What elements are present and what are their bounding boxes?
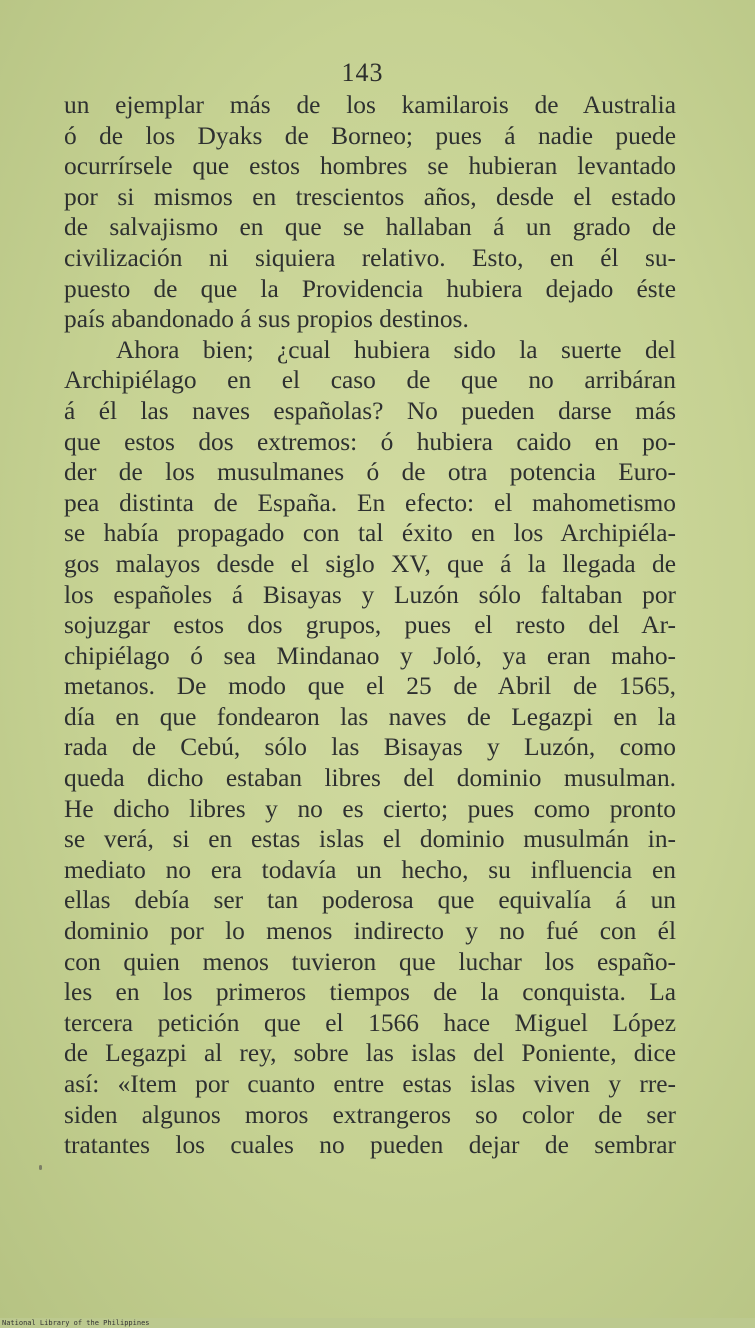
text-line: les en los primeros tiempos de la conquista. La — [64, 978, 676, 1007]
text-line: He dicho libres y no es cierto; pues como pronto — [64, 794, 676, 823]
text-line: pea distinta de España. En efecto: el mahometismo — [64, 488, 676, 517]
text-line: tercera petición que el 1566 hace Miguel López — [64, 1008, 676, 1037]
text-line: se había propagado con tal éxito en los Archipiéla- — [64, 519, 676, 548]
text-line: rada de Cebú, sólo las Bisayas y Luzón, como — [64, 733, 676, 762]
text-line: metanos. De modo que el 25 de Abril de 1565, — [64, 672, 676, 701]
text-line: der de los musulmanes ó de otra potencia Euro- — [64, 458, 676, 487]
text-line: de salvajismo en que se hallaban á un grado de — [64, 213, 676, 242]
text-line: ocurrírsele que estos hombres se hubieran levantado — [64, 152, 676, 181]
text-line: país abandonado á sus propios destinos. — [64, 305, 469, 334]
text-line: día en que fondearon las naves de Legazpi en la — [64, 702, 676, 731]
text-line: de Legazpi al rey, sobre las islas del Poniente, dice — [64, 1039, 676, 1068]
body-text — [64, 90, 676, 1161]
text-line: puesto de que la Providencia hubiera dejado éste — [64, 274, 676, 303]
text-line: queda dicho estaban libres del dominio musulman. — [64, 764, 676, 793]
text-line: tratantes los cuales no pueden dejar de sembrar — [64, 1131, 676, 1160]
text-line: con quien menos tuvieron que luchar los españo- — [64, 947, 676, 976]
text-line: dominio por lo menos indirecto y no fué con él — [64, 917, 676, 946]
footer-credit: National Library of the Philippines — [2, 1319, 150, 1327]
text-line: gos malayos desde el siglo XV, que á la llegada de — [64, 549, 676, 578]
text-line: los españoles á Bisayas y Luzón sólo faltaban por — [64, 580, 676, 609]
text-line: Archipiélago en el caso de que no arribáran — [64, 366, 676, 395]
text-line: chipiélago ó sea Mindanao y Joló, ya eran maho- — [64, 641, 676, 670]
text-line: así: «Item por cuanto entre estas islas viven y rre- — [64, 1070, 676, 1098]
page-number: 143 — [341, 58, 384, 87]
text-line: un ejemplar más de los kamilarois de Australia — [64, 91, 676, 119]
text-line: Ahora bien; ¿cual hubiera sido la suerte del — [116, 335, 676, 364]
text-line: á él las naves españolas? No pueden darse más — [64, 396, 676, 425]
text-line: se verá, si en estas islas el dominio musulmán in- — [64, 825, 676, 854]
text-line: siden algunos moros extrangeros so color de ser — [64, 1100, 676, 1129]
text-line: civilización ni siquiera relativo. Esto, en él su- — [64, 243, 676, 272]
text-line: ó de los Dyaks de Borneo; pues á nadie puede — [64, 121, 676, 150]
text-line: sojuzgar estos dos grupos, pues el resto del Ar- — [64, 611, 676, 640]
text-line: que estos dos extremos: ó hubiera caido en po- — [64, 427, 676, 456]
text-line: mediato no era todavía un hecho, su influencia en — [64, 855, 676, 884]
ink-speck — [39, 1165, 42, 1170]
text-line: por si mismos en trescientos años, desde el estado — [64, 182, 676, 211]
text-line: ellas debía ser tan poderosa que equivalía á un — [64, 886, 676, 915]
